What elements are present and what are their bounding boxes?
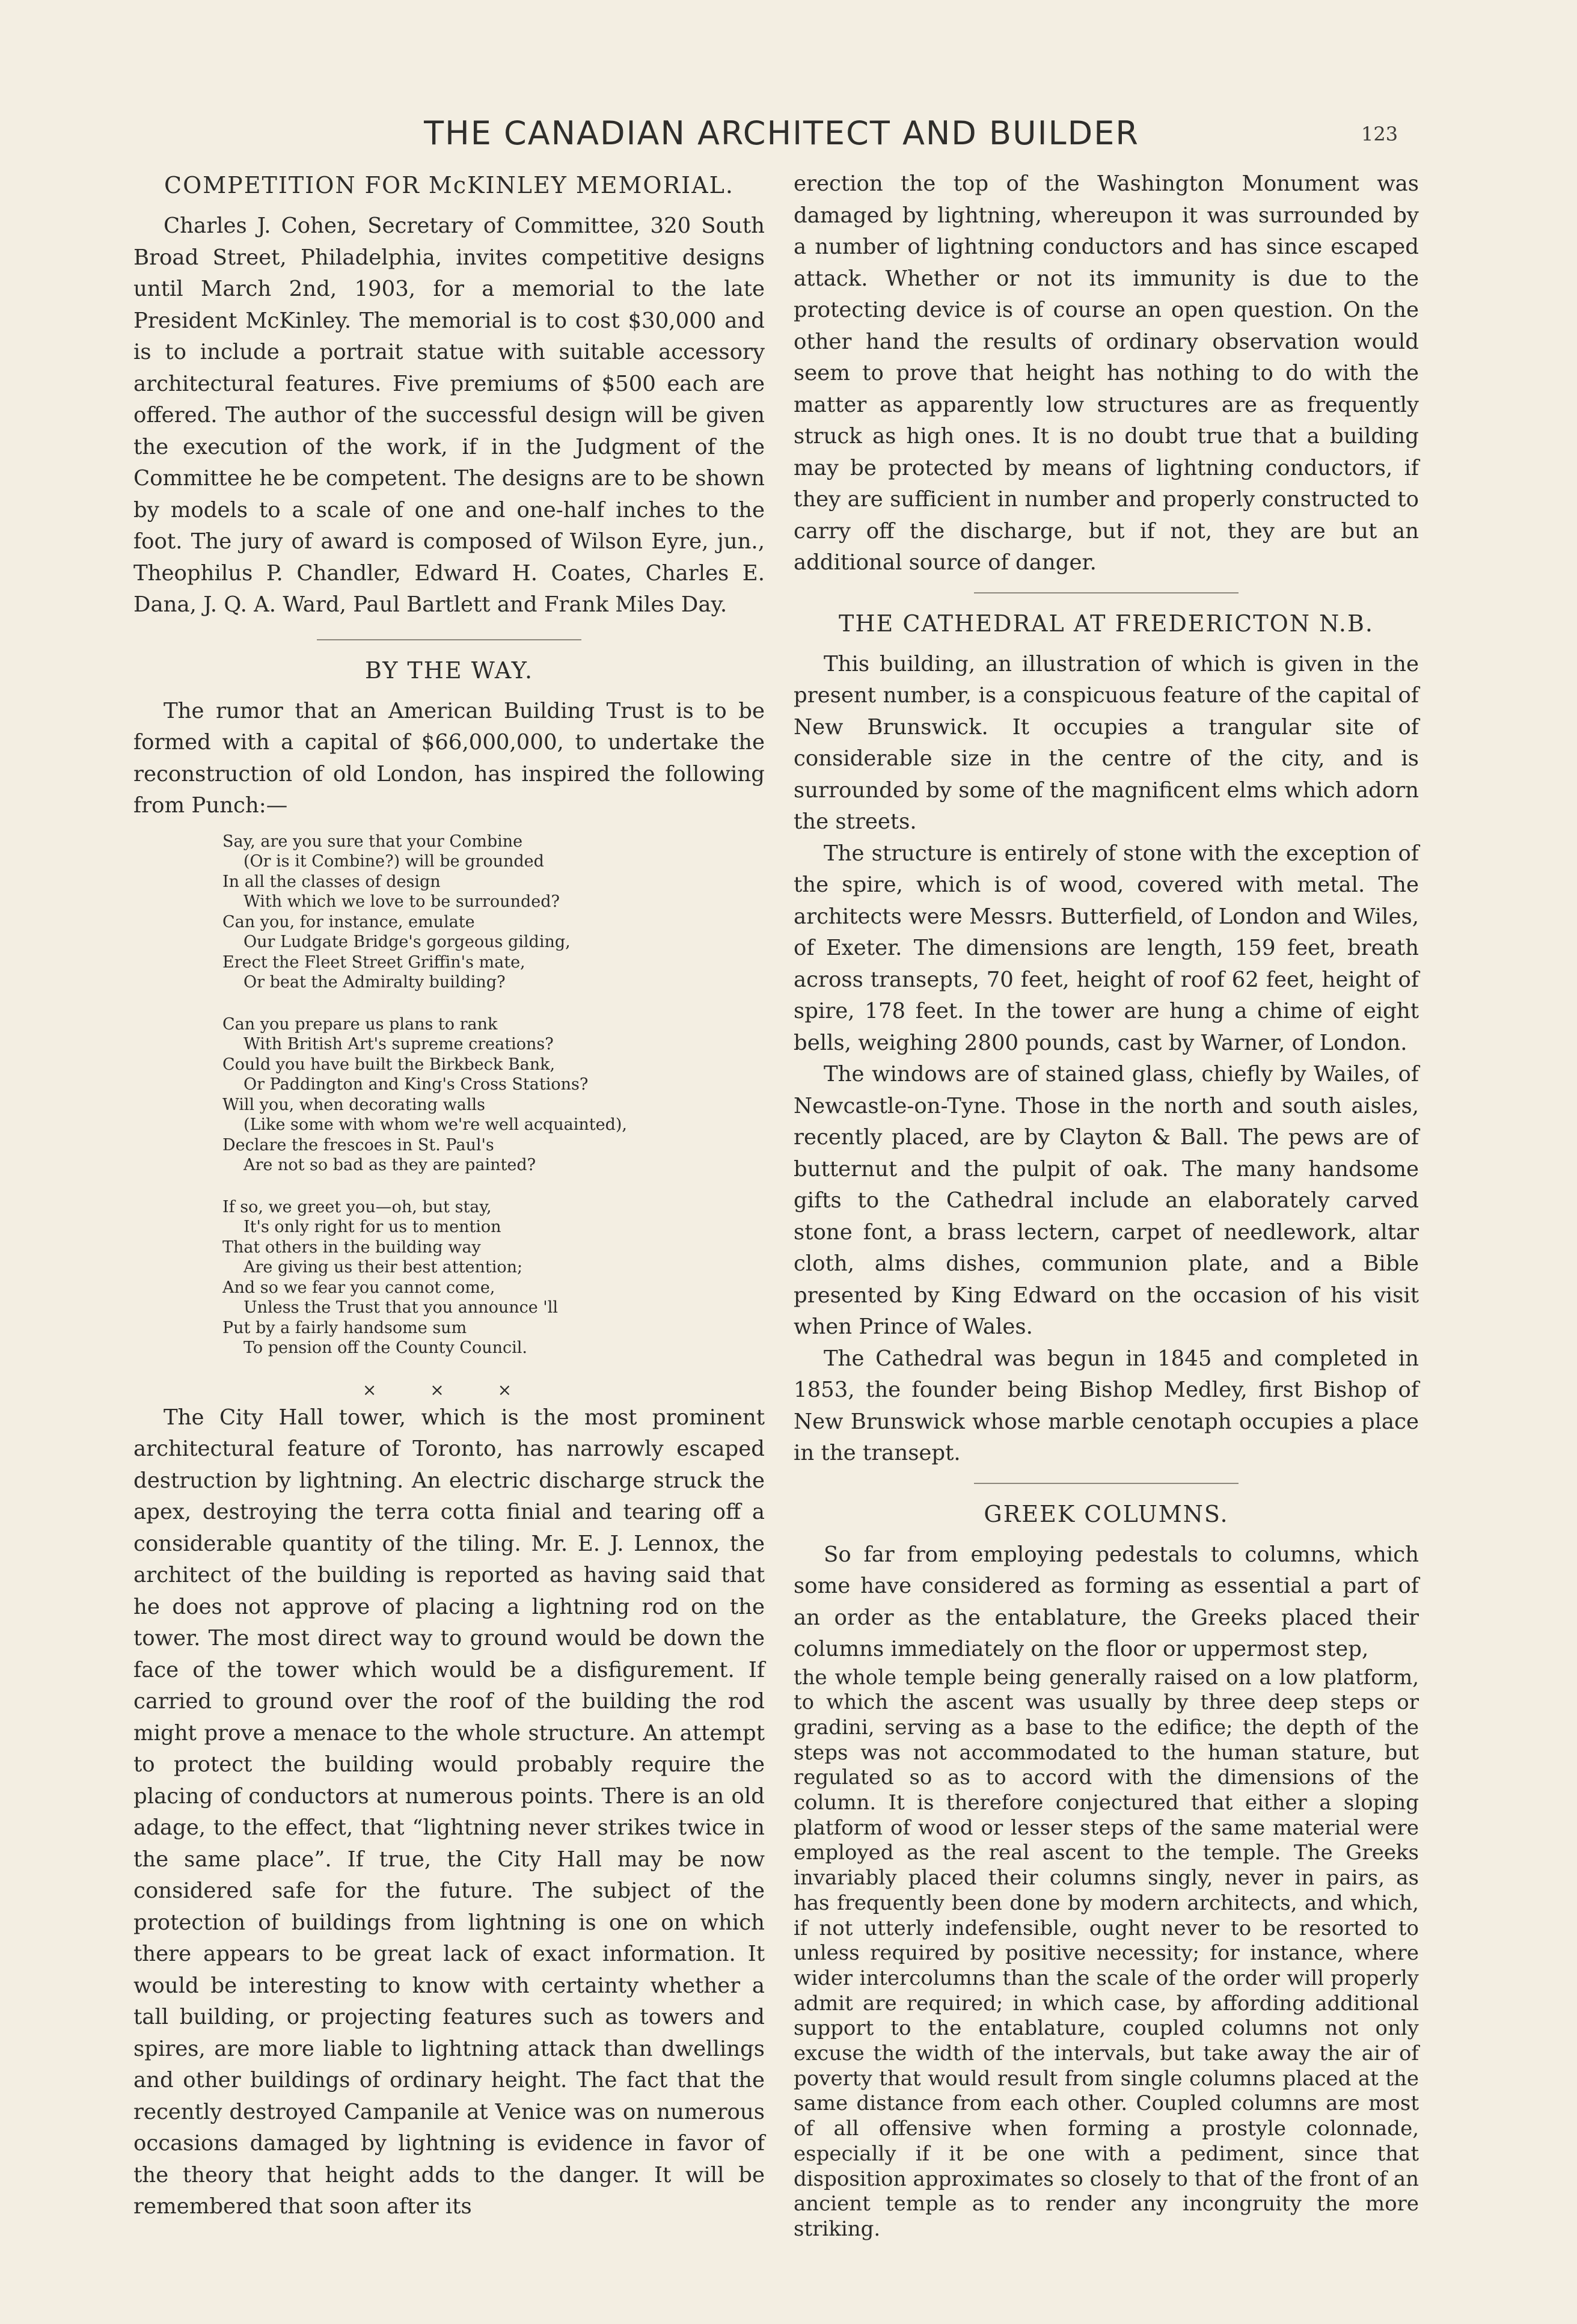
greek-columns-headline: GREEK COLUMNS. [984, 1500, 1229, 1527]
city-hall-continuation: erection the top of the Washington Monument was damaged by lightning, whereupon it was surrounded by a number of lightning conductors and has since escaped attack. Whether or not its immunity is due to the protecting device is of course an open question. On the other hand the results of ordinary observation would seem to prove that height has nothing to do with the matter as apparently low structures are as frequently struck as high ones. It is no doubt true that a building may be protected by means of lightning conductors, if they are sufficient in number and properly constructed to carry off the discharge, but if not, they are but an additional source of danger. [794, 171, 1419, 575]
section-separator: × × × [362, 1379, 536, 1400]
section-divider [317, 639, 581, 640]
page-number: 123 [1361, 123, 1398, 146]
cathedral-headline: THE CATHEDRAL AT FREDERICTON N.B. [839, 610, 1374, 637]
poem-line: And so we fear you cannot come, [222, 1278, 495, 1297]
city-hall-paragraph: The City Hall tower, which is the most prominent architectural feature of Toronto, has narrowly escaped destruction by lightning. An electric discharge struck the apex, destroying the terra cotta finial and tearing off a considerable quantity of the tiling. Mr. E. J. Lennox, the architect of the building is reported as having said that he does not approve of placing a lightning rod on the tower. The most direct way to ground would be down the face of the tower which would be a disfigurement. If carried to ground over the roof of the building the rod might prove a menace to the whole structure. An attempt to protect the building would probably require the placing of conductors at numerous points. There is an old adage, to the effect, that “lightning never strikes twice in the same place”. If true, the City Hall may be now considered safe for the future. The subject of the protection of buildings from lightning is one on which there appears to be great lack of exact information. It would be interesting to know with certainty whether a tall building, or projecting features such as towers and spires, are more liable to lightning attack than dwellings and other buildings of ordinary height. The fact that the recently destroyed Campanile at Venice was on numerous occasions damaged by lightning is evidence in favor of the theory that height adds to the danger. It will be remembered that soon after its [133, 1405, 765, 2219]
poem-line: Unless the Trust that you announce 'll [243, 1298, 558, 1317]
section-divider [974, 592, 1239, 593]
poem-line: (Like some with whom we're well acquainted), [243, 1115, 627, 1134]
cathedral-paragraph-2: The structure is entirely of stone with the exception of the spire, which is of wood, covered with metal. The architects were Messrs. Butterfield, of London and Wiles, of Exeter. The dimensions are length, 159 feet, breath across transepts, 70 feet, height of roof 62 feet, height of spire, 178 feet. In the tower are hung a chime of eight bells, weighing 2800 pounds, cast by Warner, of London. [794, 841, 1419, 1055]
mckinley-article-body: Charles J. Cohen, Secretary of Committee, 320 South Broad Street, Philadelphia, invites competitive designs until March 2nd, 1903, for a memorial to the late President McKinley. The memorial is to cost $30,000 and is to include a portrait statue with suitable accessory architectural features. Five premiums of $500 each are offered. The author of the successful design will be given the execution of the work, if in the Judgment of the Committee he be competent. The designs are to be shown by models to a scale of one and one-half inches to the foot. The jury of award is composed of Wilson Eyre, jun., Theophilus P. Chandler, Edward H. Coates, Charles E. Dana, J. Q. A. Ward, Paul Bartlett and Frank Miles Day. [133, 213, 765, 617]
cathedral-paragraph-1: This building, an illustration of which is given in the present number, is a conspicuous feature of the capital of New Brunswick. It occupies a trangular site of considerable size in the centre of the city, and is surrounded by some of the magnificent elms which adorn the streets. [794, 651, 1419, 834]
greek-columns-paragraph-2: the whole temple being generally raised on a low platform, to which the ascent was usually by three deep steps or gradini, serving as a base to the edifice; the depth of the steps was not accommodated to the human stature, but regulated so as to accord with the dimensions of the column. It is therefore conjectured that either a sloping platform of wood or lesser steps of the same material were employed as the real ascent to the temple. The Greeks invariably placed their columns singly, never in pairs, as has frequently been done by modern architects, and which, if not utterly indefensible, ought never to be resorted to unless required by positive necessity; for instance, where wider intercolumns than the scale of the order will properly admit are required; in which case, by affording additional support to the entablature, coupled columns not only excuse the width of the intervals, but take away the air of poverty that would result from single columns placed at the same distance from each other. Coupled columns are most of all offensive when forming a prostyle colonnade, especially if it be one with a pediment, since that disposition approximates so closely to that of the front of an ancient temple as to render any incongruity the more striking. [794, 1665, 1419, 2241]
poem-line: If so, we greet you—oh, but stay, [222, 1197, 492, 1216]
poem-line: (Or is it Combine?) will be grounded [243, 852, 544, 871]
left-column [133, 168, 765, 2223]
punch-poem [222, 832, 765, 1358]
journal-title: THE CANADIAN ARCHITECT AND BUILDER [424, 114, 1139, 152]
poem-line: That others in the building way [222, 1237, 481, 1257]
poem-line: Can you, for instance, emulate [222, 912, 475, 931]
poem-line: Could you have built the Birkbeck Bank, [222, 1055, 556, 1074]
page-header [0, 114, 1577, 156]
poem-line: Declare the frescoes in St. Paul's [222, 1135, 494, 1154]
greek-columns-paragraph-1: So far from employing pedestals to columns, which some have considered as forming as essential a part of an order as the entablature, the Greeks placed their columns immediately on the floor or uppermost step, [794, 1542, 1419, 1661]
poem-stanza [222, 1197, 765, 1358]
cathedral-paragraph-3: The windows are of stained glass, chiefly by Wailes, of Newcastle-on-Tyne. Those in the north and south aisles, recently placed, are by Clayton & Ball. The pews are of butternut and the pulpit of oak. The many handsome gifts to the Cathedral include an elaborately carved stone font, a brass lectern, carpet of needlework, altar cloth, alms dishes, communion plate, and a Bible presented by King Edward on the occasion of his visit when Prince of Wales. [794, 1062, 1419, 1339]
poem-stanza [222, 832, 765, 993]
trust-rumor-paragraph: The rumor that an American Building Trust is to be formed with a capital of $66,000,000, to undertake the reconstruction of old London, has inspired the following from Punch:— [133, 698, 765, 818]
cathedral-paragraph-4: The Cathedral was begun in 1845 and completed in 1853, the founder being Bishop Medley, first Bishop of New Brunswick whose marble cenotaph occupies a place in the transept. [794, 1346, 1419, 1465]
poem-stanza [222, 1014, 765, 1176]
poem-line: It's only right for us to mention [243, 1218, 501, 1236]
poem-line: Our Ludgate Bridge's gorgeous gilding, [243, 933, 571, 951]
poem-line: Or beat the Admiralty building? [243, 973, 506, 992]
poem-line: To pension off the County Council. [243, 1338, 527, 1357]
poem-line: Will you, when decorating walls [222, 1095, 485, 1114]
poem-line: Are giving us their best attention; [243, 1258, 523, 1277]
poem-line: Or Paddington and King's Cross Stations? [243, 1075, 589, 1094]
section-divider [974, 1483, 1239, 1484]
by-the-way-headline: BY THE WAY. [364, 657, 534, 684]
poem-line: Erect the Fleet Street Griffin's mate, [222, 952, 525, 972]
right-column [794, 168, 1419, 2242]
poem-line: Put by a fairly handsome sum [222, 1318, 467, 1337]
poem-line: With which we love to be surrounded? [243, 892, 560, 911]
poem-line: In all the classes of design [222, 872, 441, 891]
poem-line: Are not so bad as they are painted? [243, 1156, 536, 1174]
poem-line: Say, are you sure that your Combine [222, 832, 523, 851]
poem-line: With British Art's supreme creations? [243, 1035, 554, 1053]
poem-line: Can you prepare us plans to rank [222, 1014, 498, 1034]
mckinley-headline: COMPETITION FOR McKINLEY MEMORIAL. [164, 172, 734, 198]
